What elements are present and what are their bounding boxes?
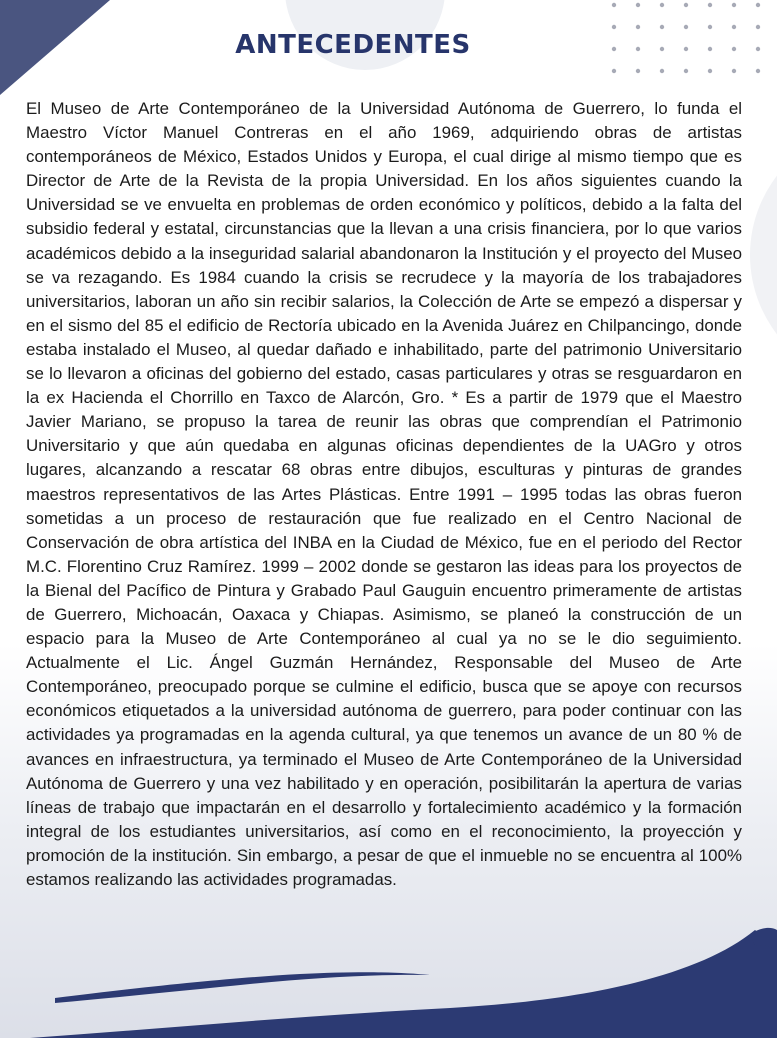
body-paragraph: El Museo de Arte Contemporáneo de la Universidad Autónoma de Guerrero, lo funda el Maestro Víctor Manuel Contreras en el año 1969, adquiriendo obras de artistas contemporáneos de México, Estados Unidos y Europa, el cual dirige al mismo tiempo que es Director de Arte de la Revista de la propia Universidad. En los años siguientes cuando la Universidad se ve envuelta en problemas de orden económico y políticos, debido a la falta del subsidio federal y estatal, circunstancias que la llevan a una crisis financiera, por lo que varios académicos debido a la inseguridad salarial abandonaron la Institución y el proyecto del Museo se va rezagando. Es 1984 cuando la crisis se recrudece y la mayoría de los trabajadores universitarios, laboran un año sin recibir salarios, la Colección de Arte se empezó a dispersar y en el sismo del 85 el edificio de Rectoría ubicado en la Avenida Juárez en Chilpancingo, donde estaba instalado el Museo, al quedar dañado e inhabilitado, parte del patrimonio Universitario se lo llevaron a oficinas del gobierno del estado, casas particulares y otras se resguardaron en la ex Hacienda el Chorrillo en Taxco de Alarcón, Gro. * Es a partir de 1979 que el Maestro Javier Mariano, se propuso la tarea de reunir las obras que comprendían el Patrimonio Universitario y que aún quedaba en algunas oficinas dependientes de la UAGro y otros lugares, alcanzando a rescatar 68 obras entre dibujos, esculturas y pinturas de grandes maestros representativos de las Artes Plásticas. Entre 1991 – 1995 todas las obras fueron sometidas a un proceso de restauración que fue realizado en el Centro Nacional de Conservación de obra artística del INBA en la Ciudad de México, fue en el periodo del Rector M.C. Florentino Cruz Ramírez. 1999 – 2002 donde se gestaron las ideas para los proyectos de la Bienal del Pacífico de Pintura y Grabado Paul Gauguin encuentro primeramente de artistas de Guerrero, Michoacán, Oaxaca y Chiapas. Asimismo, se planeó la construcción de un espacio para la Museo de Arte Contemporáneo al cual ya no se le dio seguimiento. Actualmente el Lic. Ángel Guzmán Hernández, Responsable del Museo de Arte Contemporáneo, preocupado porque se culmine el edificio, busca que se apoye con recursos económicos etiquetados a la universidad autónoma de guerrero, para poder continuar con las actividades ya programadas en la agenda cultural, ya que tenemos un avance de un 80 % de avances en infraestructura, ya terminado el Museo de Arte Contemporáneo de la Universidad Autónoma de Guerrero y una vez habilitado y en operación, posibilitarán la apertura de varias líneas de trabajo que impactarán en el desarrollo y fortalecimiento académico y la formación integral de los estudiantes universitarios, así como en el reconocimiento, la proyección y promoción de la institución. Sin embargo, a pesar de que el inmueble no se encuentra al 100% estamos realizando las actividades programadas. — [26, 99, 742, 889]
page-title: ANTECEDENTES — [235, 30, 471, 60]
bottom-wave-thin — [55, 972, 430, 1003]
background-circle-right — [750, 125, 777, 385]
bottom-wave-main — [30, 930, 777, 1038]
